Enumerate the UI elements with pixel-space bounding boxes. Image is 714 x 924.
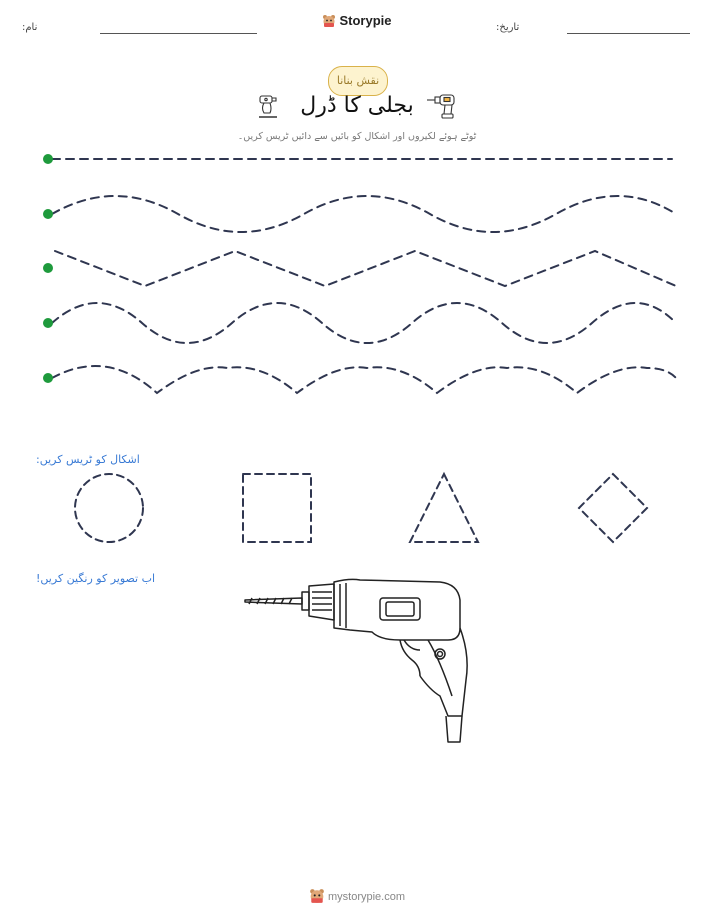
start-dot [43,263,53,273]
trace-line-wave[interactable] [52,366,676,393]
instructions-text: ٹوٹے ہوئے لکیروں اور اشکال کو بائیں سے دائیں ٹریس کریں۔ [237,131,477,142]
trace-line-wave[interactable] [52,303,676,343]
footer [0,888,714,907]
trace-shape-circle[interactable] [75,474,143,542]
date-label: تاریخ: [496,22,520,33]
shapes-section-label: اشکال کو ٹریس کریں: [36,453,140,466]
page-title: بجلی کا ڈرل [300,93,414,118]
name-label: نام: [22,22,38,33]
trace-line-wave[interactable] [52,196,676,232]
trace-shape-diamond[interactable] [579,474,647,542]
coloring-section-label: اب تصویر کو رنگین کریں! [36,572,156,585]
drill-coloring-picture[interactable] [245,579,467,742]
trace-shape-square[interactable] [243,474,311,542]
start-dot [43,318,53,328]
category-badge: نقش بنانا [328,66,388,96]
trace-shape-triangle[interactable] [410,474,478,542]
start-dot [43,373,53,383]
footer-link[interactable]: mystorypie.com [327,891,406,903]
start-dot [43,209,53,219]
brand-name: Storypie [339,13,392,28]
storypie-logo-icon [309,888,325,907]
trace-line-zigzag[interactable] [55,251,676,286]
start-dot [43,154,53,164]
